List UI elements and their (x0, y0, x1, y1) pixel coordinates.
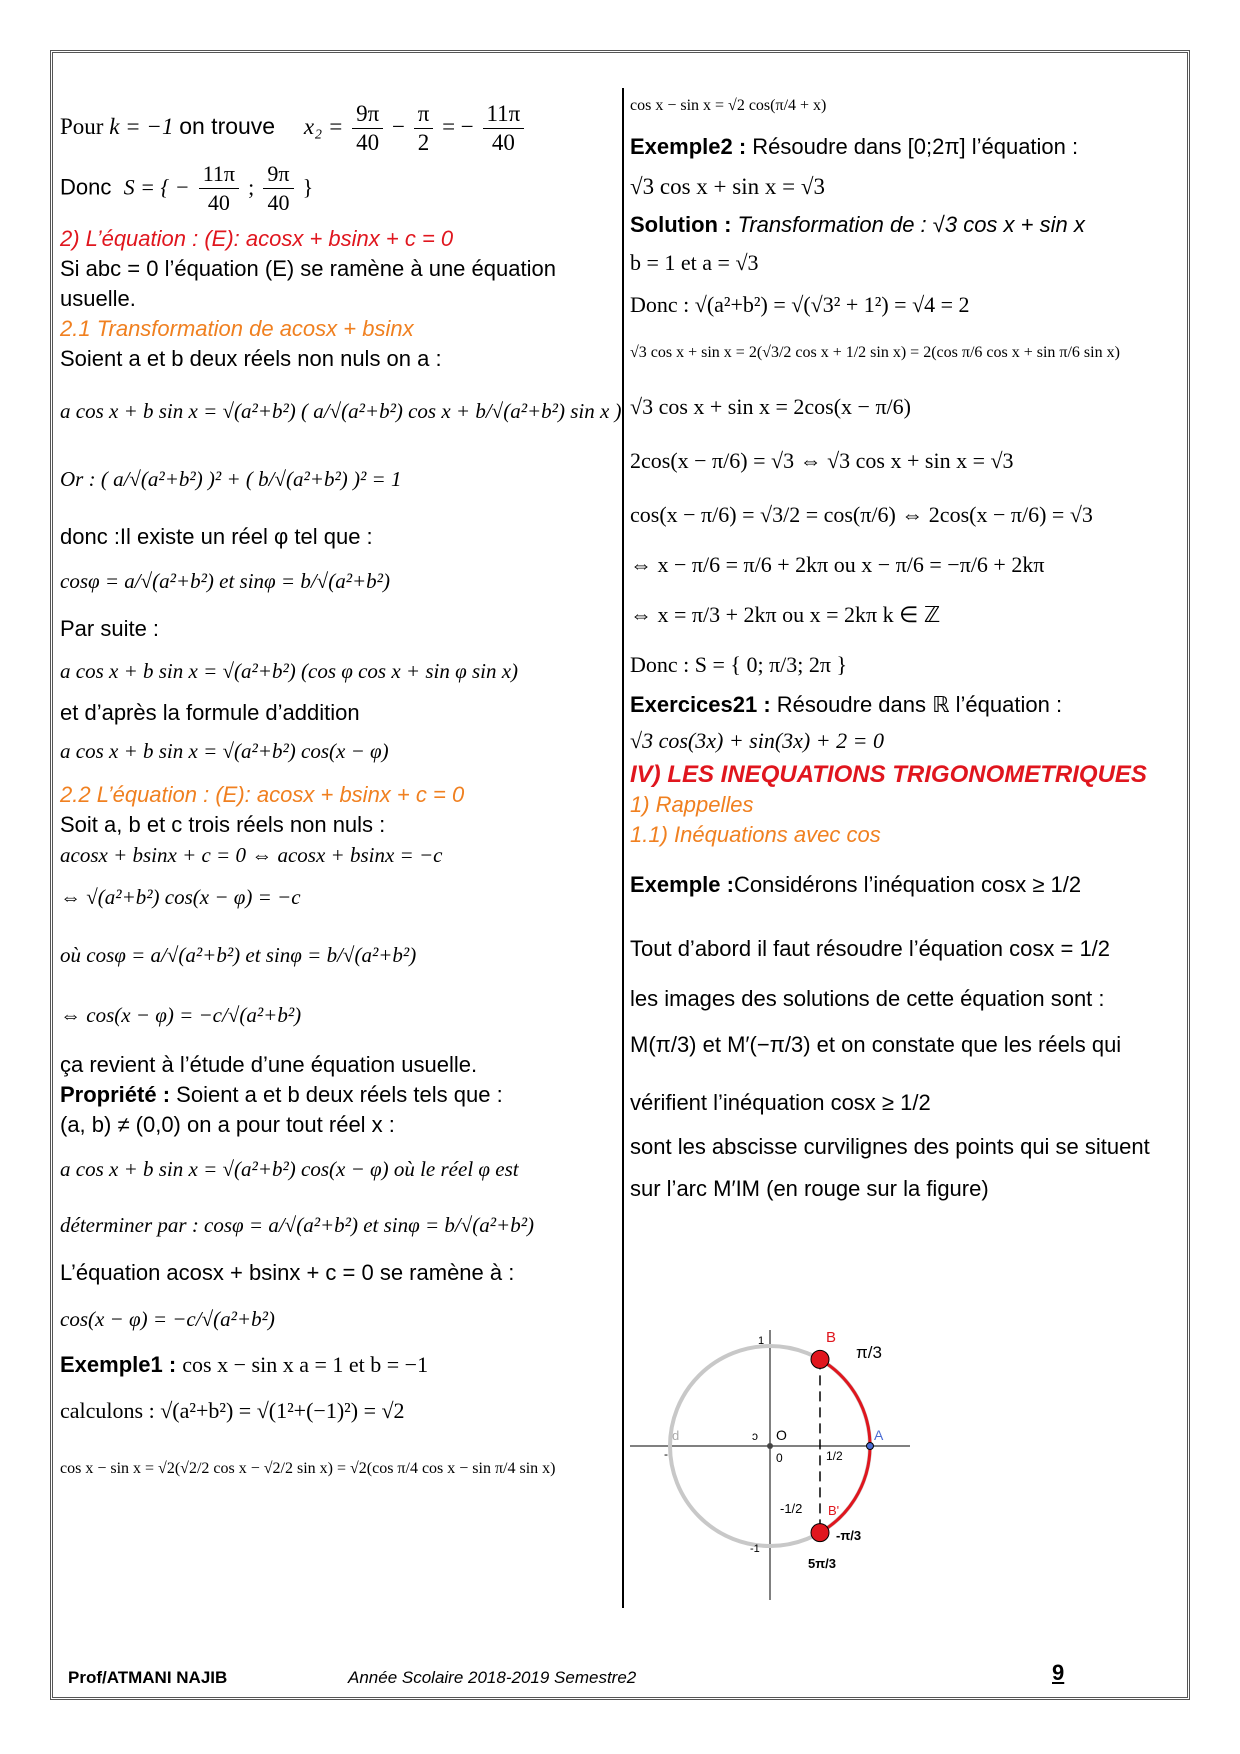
formula-phi-determined: déterminer par : cosφ = a/√(a²+b²) et sinφ = b/√(a²+b²) (60, 1213, 535, 1237)
label-minus-one-y: -1 (750, 1543, 760, 1555)
paragraph: vérifient l’inéquation cosx ≥ 1/2 (630, 1090, 931, 1115)
solution-set-line: Donc S = { − $\frac{11\pi}{40}$ ; $\frac{9\pi}{40}$ } (60, 161, 314, 215)
paragraph: ça revient à l’étude d’une équation usuelle. (60, 1052, 478, 1077)
paragraph: et d’après la formule d’addition (60, 700, 360, 725)
point-O (767, 1443, 773, 1449)
page-number: 9 (1052, 1660, 1065, 1685)
solution-donc: Donc : √(a²+b²) = √(√3² + 1²) = √4 = 2 (630, 292, 970, 317)
formula-or: Or : ( a/√(a²+b²) )² + ( b/√(a²+b²) )² = 1 (60, 467, 402, 491)
paragraph: sur l’arc M′IM (en rouge sur la figure) (630, 1176, 989, 1201)
paragraph: Par suite : (60, 616, 160, 641)
paragraph: (a, b) ≠ (0,0) on a pour tout réel x : (60, 1112, 395, 1137)
example-line: Exemple :Considérons l’inéquation cosx ≥ 1/2 (630, 872, 1082, 897)
paragraph: sont les abscisse curvilignes des points qui se situent (630, 1134, 1150, 1159)
right-column (630, 88, 1150, 1201)
label-half: 1/2 (826, 1449, 843, 1463)
label-pi-3: π/3 (856, 1343, 882, 1362)
formula-eq1: acosx + bsinx + c = 0 ⇔ acosx + bsinx = −c (60, 843, 443, 867)
solution-t2: √3 cos x + sin x = 2cos(x − π/6) (630, 394, 911, 419)
label-B: B (826, 1330, 837, 1346)
label-A: A (874, 1427, 884, 1443)
label-one-y: 1 (758, 1335, 765, 1347)
section-2-title: 2) L’équation : (E): acosx + bsinx + c = 0 (60, 226, 454, 251)
solution-t1: √3 cos x + sin x = 2(√3/2 cos x + 1/2 sin x) = 2(cos π/6 cos x + sin π/6 sin x) (630, 344, 1120, 361)
label-5pi-3: 5π/3 (808, 1556, 837, 1571)
example2-line: Exemple2 : Résoudre dans [0;2π] l’équation : (630, 134, 1079, 159)
solution-t5: ⇔ x − π/6 = π/6 + 2kπ ou x − π/6 = −π/6 + 2kπ (630, 552, 1045, 577)
label-c: ↄ (752, 1429, 758, 1443)
paragraph: L’équation acosx + bsinx + c = 0 se ramène à : (60, 1260, 515, 1285)
paragraph: M(π/3) et M′(−π/3) et on constate que les réels qui (630, 1032, 1122, 1057)
formula-suite: a cos x + b sin x = √(a²+b²) (cos φ cos x + sin φ sin x) (60, 659, 519, 683)
paragraph: Soient a et b deux réels non nuls on a : (60, 346, 442, 371)
label-zero: 0 (776, 1451, 783, 1465)
example1-result: cos x − sin x = √2(√2/2 cos x − √2/2 sin x) = √2(cos π/4 cos x − sin π/4 sin x) (60, 1460, 556, 1477)
left-column (60, 100, 622, 1477)
formula-eq4: ⇔ cos(x − φ) = −c/√(a²+b²) (60, 1003, 302, 1027)
solution-t6: ⇔ x = π/3 + 2kπ ou x = 2kπ k ∈ ℤ (630, 602, 941, 627)
section-2-2-title: 2.2 L’équation : (E): acosx + bsinx + c = 0 (60, 782, 465, 807)
example2-equation: √3 cos x + sin x = √3 (630, 174, 825, 199)
formula-property: a cos x + b sin x = √(a²+b²) cos(x − φ) où le réel φ est (60, 1157, 519, 1181)
formula-eq2: ⇔ √(a²+b²) cos(x − φ) = −c (60, 885, 301, 909)
label-minus-half: -1/2 (780, 1501, 803, 1516)
paragraph: les images des solutions de cette équation sont : (630, 986, 1105, 1011)
paragraph: donc :Il existe un réel φ tel que : (60, 524, 373, 549)
label-B-prime: B' (828, 1503, 840, 1518)
footer-year: Année Scolaire 2018-2019 Semestre2 (348, 1668, 637, 1687)
fraction: $\frac{11\pi}{40}$ (483, 100, 525, 157)
example1-line: Exemple1 : cos x − sin x a = 1 et b = −1 (60, 1352, 429, 1377)
example1-calc: calculons : √(a²+b²) = √(1²+(−1)²) = √2 (60, 1398, 405, 1423)
property-line: Propriété : Soient a et b deux réels tels que : (60, 1082, 503, 1107)
section-2-1-title: 2.1 Transformation de acosx + bsinx (60, 316, 414, 341)
formula-addition: a cos x + b sin x = √(a²+b²) cos(x − φ) (60, 739, 389, 763)
solution-t4: cos(x − π/6) = √3/2 = cos(π/6) ⇔ 2cos(x − π/6) = √3 (630, 502, 1093, 527)
section-IV-title: IV) LES INEQUATIONS TRIGONOMETRIQUES (630, 761, 1147, 788)
point-B (811, 1350, 829, 1368)
example1-conclusion: cos x − sin x = √2 cos(π/4 + x) (630, 97, 827, 114)
column-divider (622, 88, 624, 1608)
exercise-line: Exercices21 : Résoudre dans ℝ l’équation : (630, 692, 1063, 717)
fraction: $\frac{9\pi}{40}$ (263, 160, 293, 217)
solution-t3: 2cos(x − π/6) = √3 ⇔ √3 cos x + sin x = √3 (630, 448, 1014, 473)
footer-author: Prof/ATMANI NAJIB (68, 1668, 228, 1687)
paragraph: Tout d’abord il faut résoudre l’équation cosx = 1/2 (630, 936, 1111, 961)
fraction: $\frac{9\pi}{40}$ (352, 100, 383, 157)
fraction: $\frac{\pi}{2}$ (414, 100, 434, 157)
unit-circle-figure (630, 1330, 910, 1600)
formula-eq3: où cosφ = a/√(a²+b²) et sinφ = b/√(a²+b²) (60, 943, 417, 967)
paragraph: Si abc = 0 l’équation (E) se ramène à une équation (60, 256, 556, 281)
solution-line: Solution : Transformation de : √3 cos x + sin x (630, 212, 1085, 237)
paragraph: usuelle. (60, 286, 136, 311)
fraction: $\frac{11\pi}{40}$ (199, 160, 239, 217)
formula-cos-sin-phi: cosφ = a/√(a²+b²) et sinφ = b/√(a²+b²) (60, 569, 390, 593)
formula-transformation: a cos x + b sin x = √(a²+b²) ( a/√(a²+b²) cos x + b/√(a²+b²) sin x ) (60, 399, 622, 423)
section-1-title: 1) Rappelles (630, 792, 754, 817)
solution-set: Donc : S = { 0; π/3; 2π } (630, 652, 848, 677)
section-1-1-title: 1.1) Inéquations avec cos (630, 822, 881, 847)
point-B-prime (811, 1524, 829, 1542)
label-minus-pi-3: -π/3 (836, 1528, 862, 1543)
label-O: O (776, 1427, 787, 1443)
point-A (867, 1443, 874, 1450)
k-minus-one-line: Pour k = −1 on trouve x₂ = $\frac{9\pi}{40}$ − $\frac{\pi}{2}$ = − $\frac{11\pi}{40}$ (60, 100, 610, 150)
paragraph: Soit a, b et c trois réels non nuls : (60, 812, 386, 837)
solution-ab: b = 1 et a = √3 (630, 250, 759, 275)
exercise-equation: √3 cos(3x) + sin(3x) + 2 = 0 (630, 728, 884, 753)
label-d: d (672, 1428, 680, 1443)
label-minus-one-x: - (664, 1447, 668, 1461)
formula-reduced: cos(x − φ) = −c/√(a²+b²) (60, 1307, 275, 1331)
